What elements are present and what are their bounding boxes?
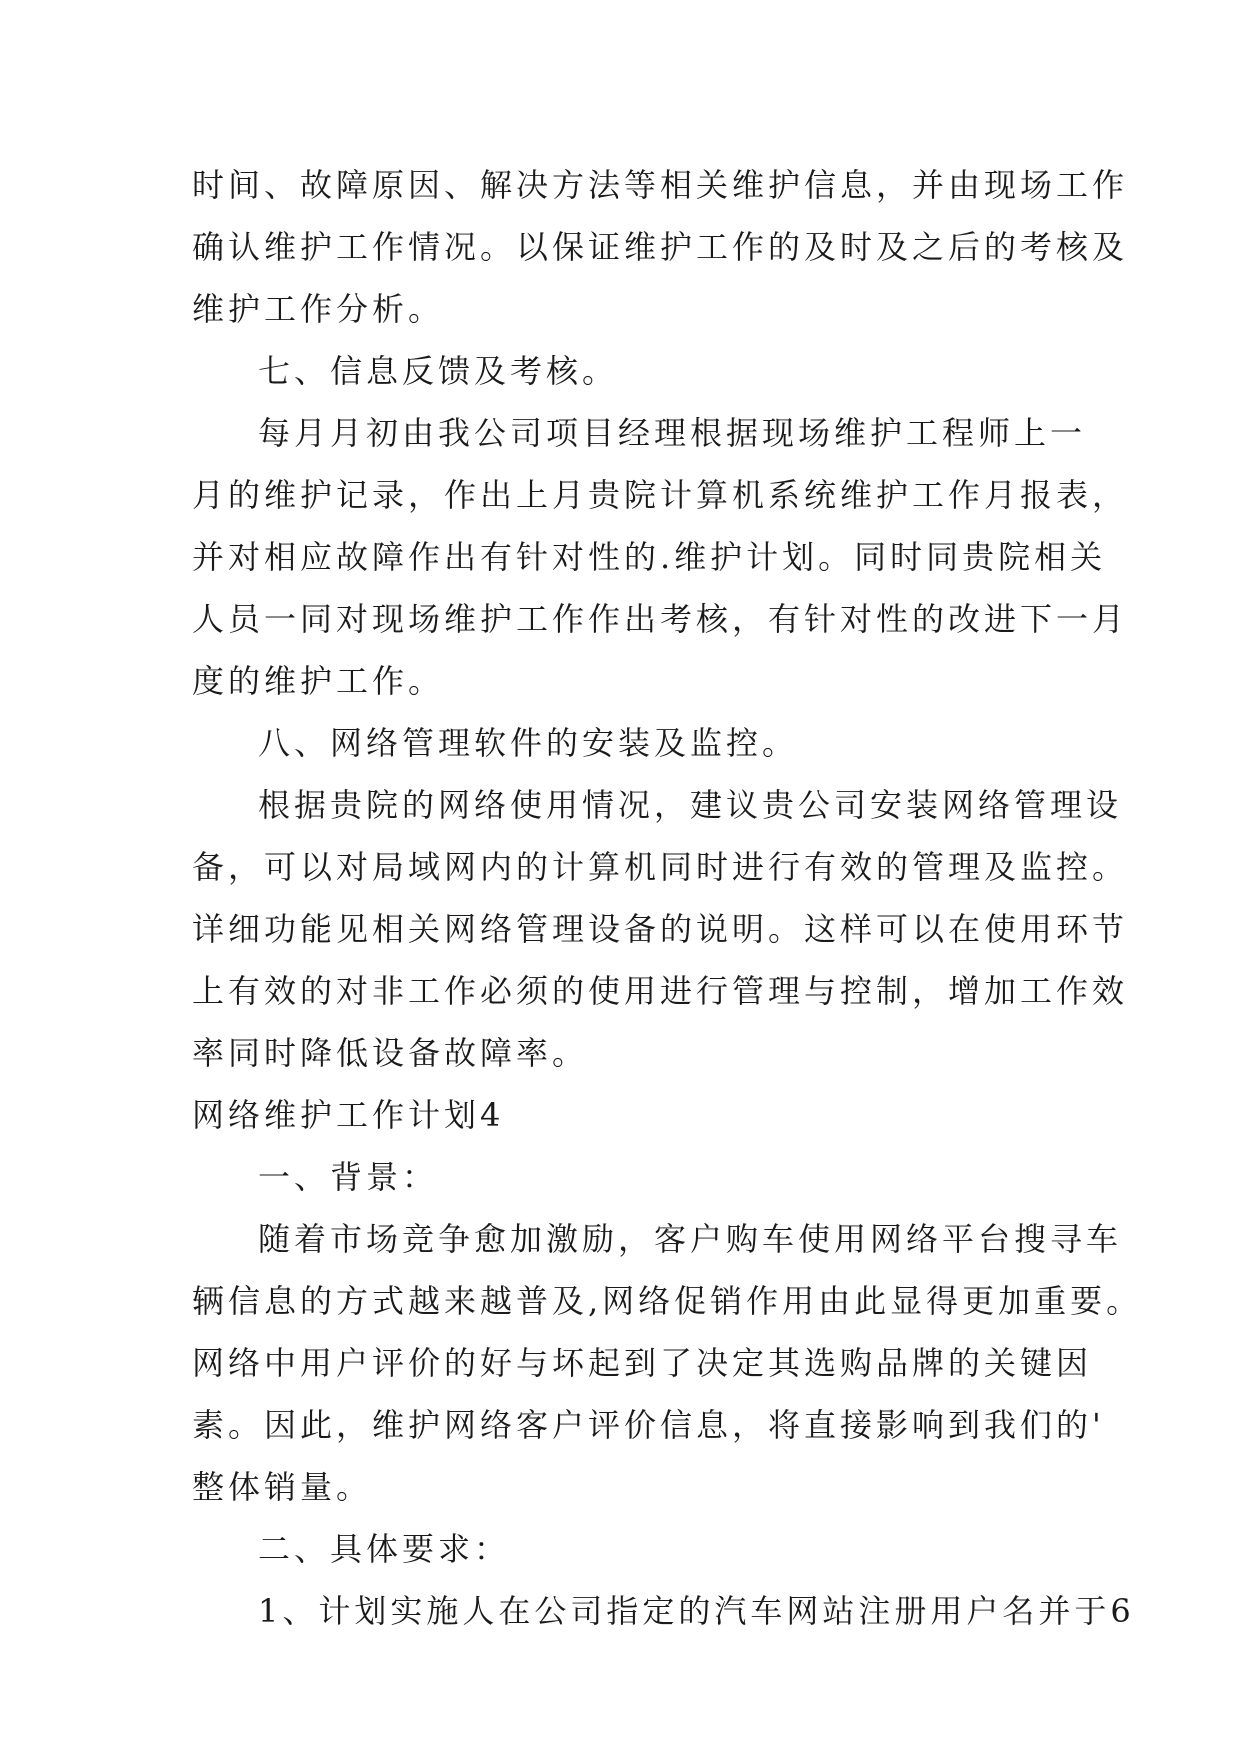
- document-body: [192, 154, 1143, 1642]
- text-line: 人员一同对现场维护工作作出考核，有针对性的改进下一月: [192, 600, 1129, 638]
- text-line: 备，可以对局域网内的计算机同时进行有效的管理及监控。: [192, 848, 1129, 886]
- text-line: 一、背景：: [258, 1158, 439, 1196]
- text-line: 辆信息的方式越来越普及,网络促销作用由此显得更加重要。: [192, 1282, 1143, 1320]
- text-line: 随着市场竞争愈加激励，客户购车使用网络平台搜寻车: [258, 1220, 1123, 1258]
- text-line: 月的维护记录，作出上月贵院计算机系统维护工作月报表，: [192, 476, 1129, 514]
- text-line: 网络中用户评价的好与坏起到了决定其选购品牌的关键因: [192, 1344, 1093, 1382]
- text-line: 确认维护工作情况。以保证维护工作的及时及之后的考核及: [192, 228, 1129, 266]
- text-line: 1、计划实施人在公司指定的汽车网站注册用户名并于6: [258, 1592, 1135, 1630]
- text-line: 八、网络管理软件的安装及监控。: [258, 724, 799, 762]
- text-line: 根据贵院的网络使用情况，建议贵公司安装网络管理设: [258, 786, 1123, 824]
- text-line: 二、具体要求：: [258, 1530, 511, 1568]
- text-line: 率同时降低设备故障率。: [192, 1034, 589, 1072]
- text-line: 详细功能见相关网络管理设备的说明。这样可以在使用环节: [192, 910, 1129, 948]
- text-line: 每月月初由我公司项目经理根据现场维护工程师上一: [258, 414, 1087, 452]
- text-line: 七、信息反馈及考核。: [258, 352, 619, 390]
- text-line: 维护工作分析。: [192, 290, 445, 328]
- text-line: 并对相应故障作出有针对性的.维护计划。同时同贵院相关: [192, 538, 1107, 576]
- text-line: 网络维护工作计划4: [192, 1096, 505, 1134]
- text-line: 上有效的对非工作必须的使用进行管理与控制，增加工作效: [192, 972, 1129, 1010]
- text-line: 整体销量。: [192, 1468, 373, 1506]
- text-line: 素。因此，维护网络客户评价信息，将直接影响到我们的': [192, 1406, 1105, 1444]
- text-line: 时间、故障原因、解决方法等相关维护信息，并由现场工作: [192, 166, 1129, 204]
- text-line: 度的维护工作。: [192, 662, 445, 700]
